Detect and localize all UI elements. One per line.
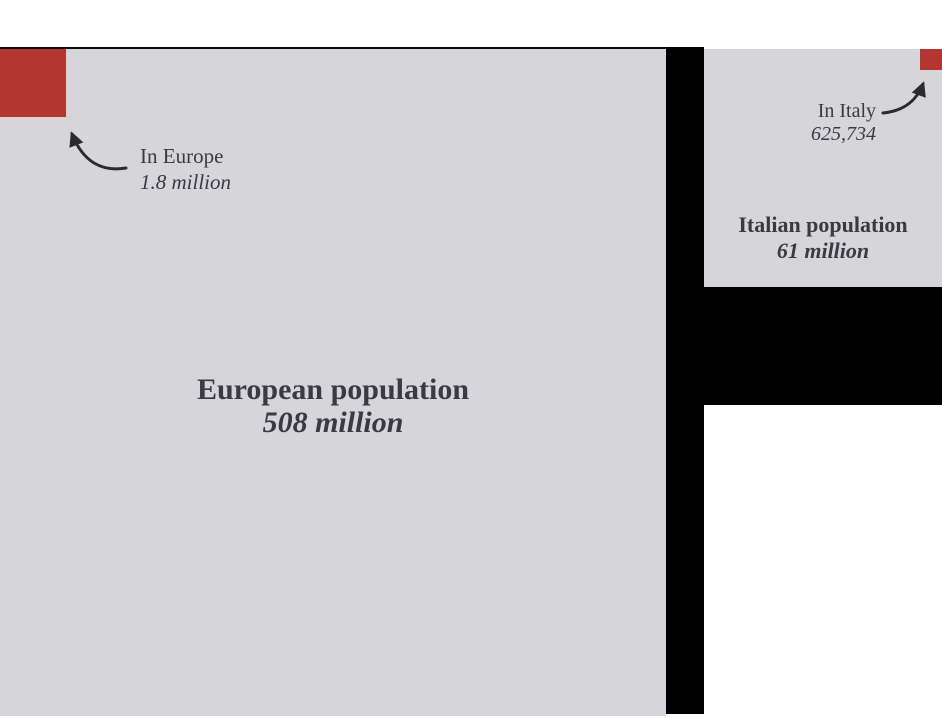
europe-callout-label: In Europe (140, 144, 224, 168)
europe-callout-value: 1.8 million (140, 170, 232, 194)
italy-highlight-square (920, 49, 942, 70)
italy-callout-label: In Italy (817, 100, 876, 122)
europe-title-block (0, 373, 666, 439)
italy-callout (811, 100, 876, 146)
europe-highlight-square (0, 49, 66, 117)
italy-subtitle: 61 million (776, 238, 870, 263)
europe-callout (140, 143, 231, 195)
italy-callout-value: 625,734 (811, 123, 876, 145)
italy-title-block (704, 212, 942, 264)
europe-title: European population (196, 373, 470, 406)
italy-title: Italian population (738, 212, 908, 237)
black-band (666, 287, 942, 405)
europe-subtitle: 508 million (262, 406, 404, 439)
